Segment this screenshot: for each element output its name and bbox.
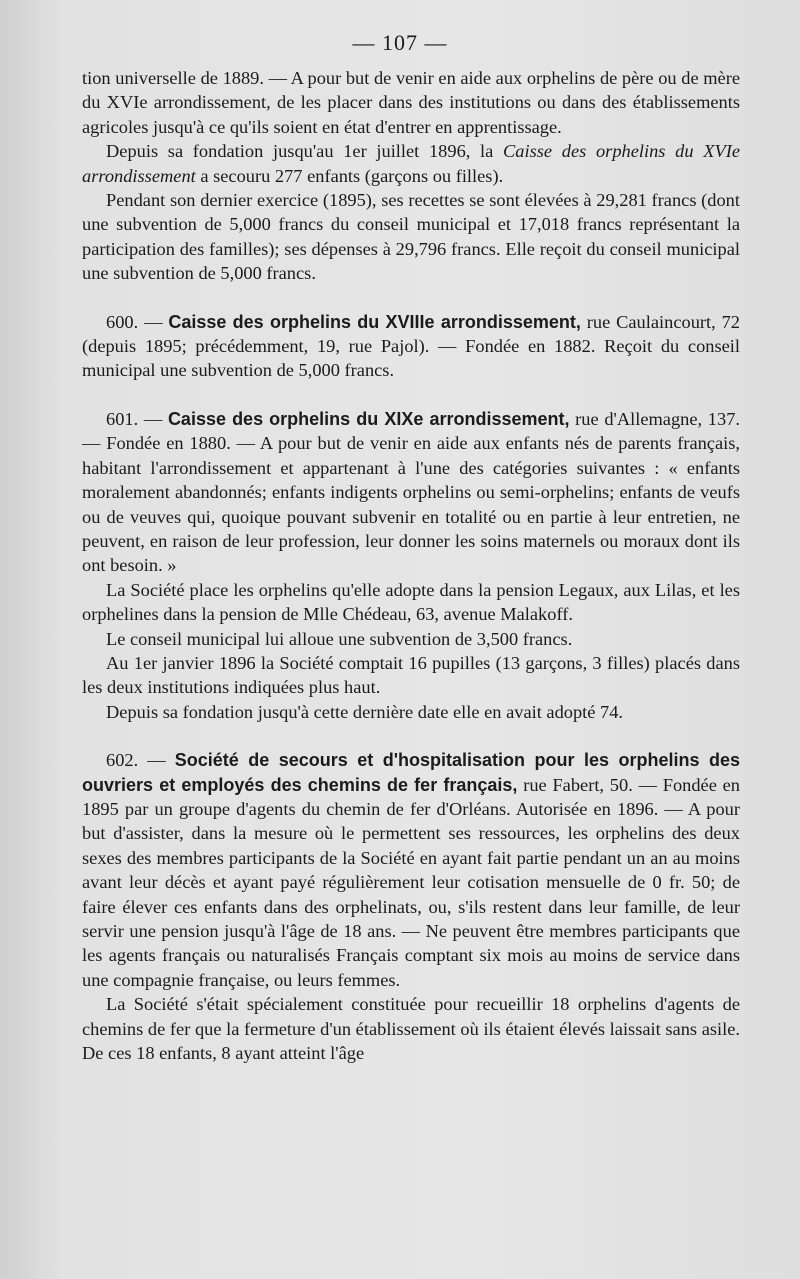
entry-601 bbox=[82, 407, 740, 578]
page-body bbox=[82, 66, 740, 1065]
entry-601-heading: Caisse des orphelins du XIXe arrondissement, bbox=[167, 408, 570, 429]
entry-601-paragraph-3: Le conseil municipal lui alloue une subvention de 3,500 francs. bbox=[106, 628, 573, 649]
entry-600 bbox=[82, 310, 740, 383]
entry-602-paragraph-2: La Société s'était spécialement constituée pour recueillir 18 orphelins d'agents de chemins de fer que la fermeture d'un établissement où ils étaient élevés laissait sans asile. De ces 18 enfants, 8 ayant atteint l'âge bbox=[82, 994, 740, 1064]
entry-600-heading: Caisse des orphelins du XVIIIe arrondissement, bbox=[168, 311, 581, 332]
entry-600-number: 600. — bbox=[106, 311, 169, 332]
intro-paragraph-1: tion universelle de 1889. — A pour but de venir en aide aux orphelins de père ou de mère du XVIe arrondissement, de les placer dans des institutions ou dans des établissements agricoles jusqu'à ce qu'ils soient en état d'entrer en apprentissage. bbox=[82, 68, 740, 137]
entry-600-text: rue Caulaincourt, 72 (depuis 1895; précédemment, 19, rue Pajol). — Fondée en 1882. Reçoit du conseil municipal une subvention de 5,000 francs. bbox=[82, 311, 740, 381]
entry-601-paragraph-2: La Société place les orphelins qu'elle adopte dans la pension Legaux, aux Lilas, et les orphelines dans la pension de Mlle Chédeau, 63, avenue Malakoff. bbox=[82, 579, 740, 625]
entry-602-text: rue Fabert, 50. — Fondée en 1895 par un groupe d'agents du chemin de fer d'Orléans. Autorisée en 1896. — A pour but d'assister, dans la mesure où le permettent ses ressources, les orphelins des deux sexes des membres participants de la Société en ayant fait partie pendant un an au moins avant leur décès et ayant payé régulièrement leur cotisation mensuelle de 0 fr. 50; de faire élever ces enfants dans des orphelinats, ou, s'ils restent dans leur famille, de leur servir une pension jusqu'à l'âge de 18 ans. — Ne peuvent être membres participants que les agents français ou naturalisés Français comptant six mois au moins de service dans une compagnie française, ou leurs femmes. bbox=[82, 774, 740, 990]
intro-p2-start: Depuis sa fondation jusqu'au 1er juillet 1896, la bbox=[106, 141, 504, 162]
spacer bbox=[82, 286, 740, 310]
page-number: — 107 — bbox=[352, 30, 448, 55]
spacer bbox=[82, 383, 740, 407]
spacer bbox=[82, 724, 740, 748]
intro-paragraph-3: Pendant son dernier exercice (1895), ses recettes se sont élevées à 29,281 francs (dont une subvention de 5,000 francs du conseil municipal et 17,018 francs représentant la participation des familles); ses dépenses à 29,796 francs. Elle reçoit du conseil municipal une subvention de 5,000 francs. bbox=[82, 190, 740, 284]
intro-paragraph-2 bbox=[82, 139, 740, 188]
entry-601-paragraph-5: Depuis sa fondation jusqu'à cette dernière date elle en avait adopté 74. bbox=[106, 701, 624, 722]
entry-601-number: 601. — bbox=[106, 408, 168, 429]
entry-601-paragraph-4: Au 1er janvier 1896 la Société comptait 16 pupilles (13 garçons, 3 filles) placés dans les deux institutions indiquées plus haut. bbox=[82, 652, 740, 698]
intro-p2-end: a secouru 277 enfants (garçons ou filles). bbox=[195, 165, 504, 186]
entry-602-number: 602. — bbox=[106, 750, 175, 771]
intro-p2-italic-title: Caisse des orphelins du XVIe arrondissement bbox=[82, 141, 740, 186]
entry-602 bbox=[82, 748, 740, 992]
entry-601-text: rue d'Allemagne, 137. — Fondée en 1880. — A pour but de venir en aide aux enfants nés de parents français, habitant l'arrondissement et appartenant à l'une des catégories suivantes : « enfants moralement abandonnés; enfants indigents orphelins ou semi-orphelins; enfants de veufs ou de veuves qui, quoique pouvant subvenir en totalité ou en partie à leur entretien, ne peuvent, en raison de leur profession, leur donner les soins maternels ou moraux dont ils ont besoin. » bbox=[82, 408, 740, 576]
entry-602-heading: Société de secours et d'hospitalisation pour les orphelins des ouvriers et employés des chemins de fer français, bbox=[82, 750, 740, 795]
